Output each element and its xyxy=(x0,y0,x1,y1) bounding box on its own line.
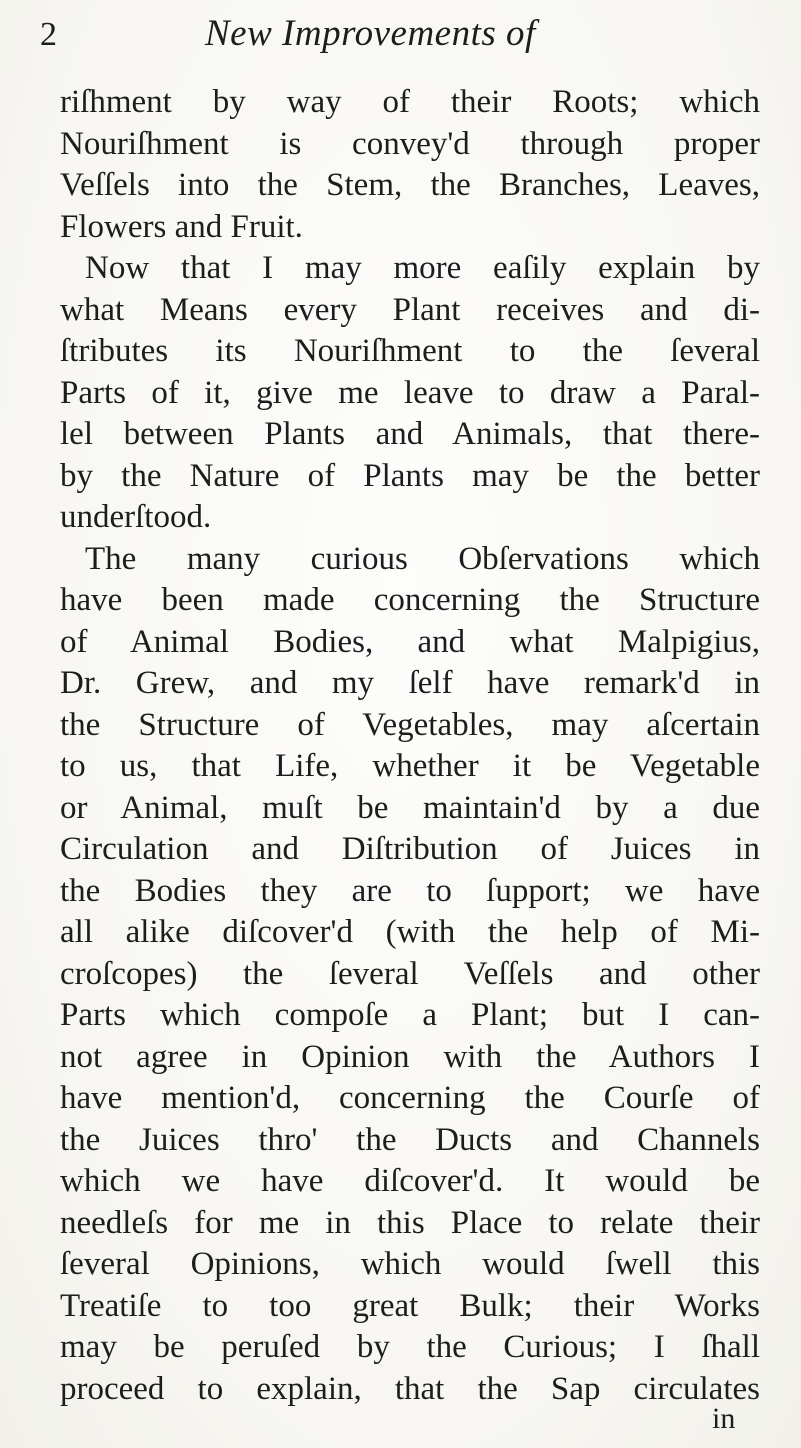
text-line: have been made concerning the Structure xyxy=(60,582,760,618)
body-text xyxy=(60,82,760,1410)
text-line: not agree in Opinion with the Authors I xyxy=(60,1038,760,1075)
text-line: Treatiſe to too great Bulk; their Works xyxy=(60,1287,760,1324)
text-line: all alike diſcover'd (with the help of Mi- xyxy=(60,914,760,950)
text-line: have mention'd, concerning the Courſe of xyxy=(60,1080,760,1116)
text-line: the Bodies they are to ſupport; we have xyxy=(60,872,760,909)
text-line: Now that I may more eaſily explain by xyxy=(85,250,760,286)
catchword: in xyxy=(712,1402,736,1435)
text-line: Dr. Grew, and my ſelf have remark'd in xyxy=(60,665,760,701)
running-head: New Improvements of xyxy=(205,13,536,54)
text-line: which we have diſcover'd. It would be xyxy=(60,1163,760,1199)
text-line: needleſs for me in this Place to relate their xyxy=(60,1204,760,1241)
text-line: The many curious Obſervations which xyxy=(85,540,760,577)
text-line: ſtributes its Nouriſhment to the ſeveral xyxy=(60,333,760,369)
page-header xyxy=(0,8,801,68)
text-line: ſeveral Opinions, which would ſwell this xyxy=(60,1246,760,1282)
text-line: Flowers and Fruit. xyxy=(60,208,303,245)
text-line: to us, that Life, whether it be Vegetable xyxy=(60,748,760,784)
text-line: may be peruſed by the Curious; I ſhall xyxy=(60,1329,760,1365)
text-line: croſcopes) the ſeveral Veſſels and other xyxy=(60,955,760,992)
text-line: what Means every Plant receives and di- xyxy=(60,291,760,328)
text-line: of Animal Bodies, and what Malpigius, xyxy=(60,623,760,660)
text-line: Parts which compoſe a Plant; but I can- xyxy=(60,997,760,1033)
text-line: by the Nature of Plants may be the better xyxy=(60,457,760,494)
text-line: riſhment by way of their Roots; which xyxy=(60,84,760,120)
text-line: Veſſels into the Stem, the Branches, Leaves, xyxy=(60,167,760,203)
text-line: the Juices thro' the Ducts and Channels xyxy=(60,1121,760,1158)
page-number: 2 xyxy=(40,16,57,53)
text-line: the Structure of Vegetables, may aſcertain xyxy=(60,706,760,743)
text-line: proceed to explain, that the Sap circulates xyxy=(60,1370,760,1407)
text-line: Circulation and Diſtribution of Juices in xyxy=(60,831,760,867)
text-line: lel between Plants and Animals, that there- xyxy=(60,416,760,452)
text-line: Nouriſhment is convey'd through proper xyxy=(60,125,760,162)
text-line: underſtood. xyxy=(60,499,212,535)
text-line: Parts of it, give me leave to draw a Paral- xyxy=(60,374,760,411)
text-line: or Animal, muſt be maintain'd by a due xyxy=(60,789,760,826)
